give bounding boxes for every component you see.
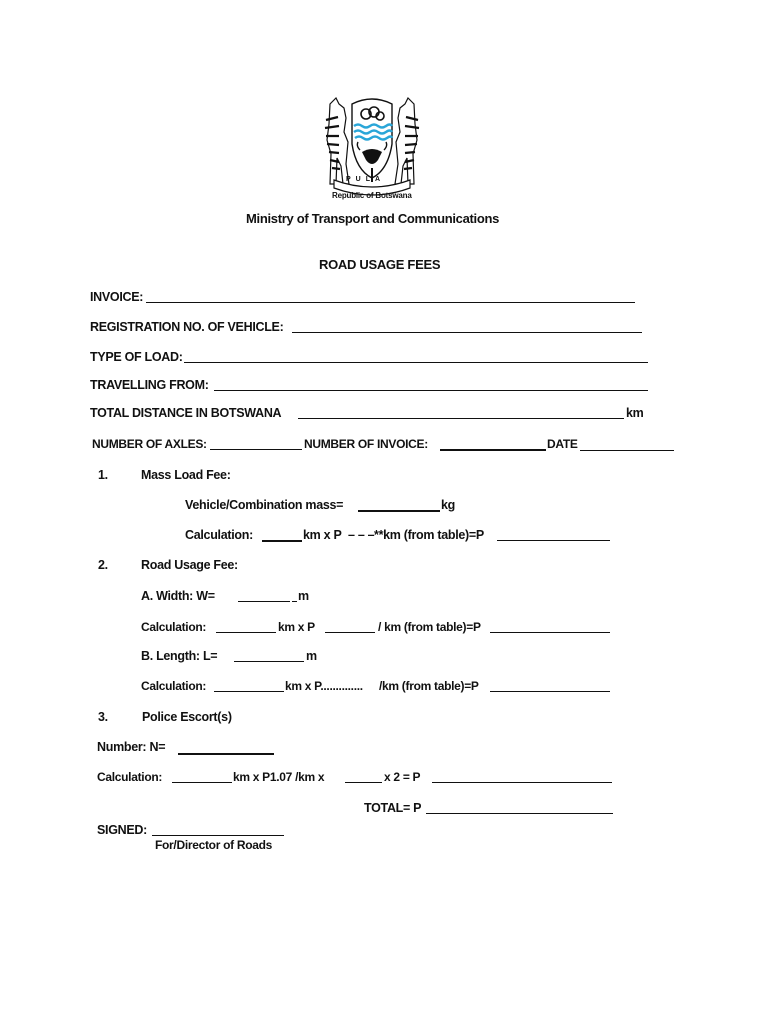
width-calc-km-field[interactable] — [216, 632, 276, 633]
escort-calc-tail: x 2 = P — [384, 770, 421, 784]
mass-calc-tail: **km (from table)=P — [374, 528, 484, 542]
type-of-load-label: TYPE OF LOAD: — [90, 350, 183, 364]
section-1-title: Mass Load Fee: — [141, 468, 231, 482]
section-3-number: 3. — [98, 710, 108, 724]
mass-calc-result-field[interactable] — [497, 540, 610, 541]
number-of-axles-label: NUMBER OF AXLES: — [92, 437, 207, 451]
invoice-field[interactable] — [146, 302, 635, 303]
date-field[interactable] — [580, 450, 674, 451]
travelling-from-label: TRAVELLING FROM: — [90, 378, 209, 392]
width-calc-result-field[interactable] — [490, 632, 610, 633]
escort-calc-km-field[interactable] — [172, 782, 232, 783]
emblem-caption: Republic of Botswana — [332, 191, 412, 200]
mass-label: Vehicle/Combination mass= — [185, 498, 344, 512]
form-title: ROAD USAGE FEES — [319, 257, 441, 272]
mass-calc-dashes: – – – — [348, 528, 375, 542]
escort-calc-result-field[interactable] — [432, 782, 612, 783]
mass-calc-label: Calculation: — [185, 528, 253, 542]
length-field[interactable] — [234, 661, 304, 662]
total-distance-label: TOTAL DISTANCE IN BOTSWANA — [90, 406, 282, 420]
number-of-invoice-label: NUMBER OF INVOICE: — [304, 437, 428, 451]
escort-number-label: Number: N= — [97, 740, 166, 754]
total-field[interactable] — [426, 813, 613, 814]
type-of-load-field[interactable] — [184, 362, 648, 363]
signature-field[interactable] — [152, 835, 284, 836]
width-unit: m — [298, 589, 309, 603]
length-calc-km-field[interactable] — [214, 691, 284, 692]
width-calc-mid: km x P — [278, 620, 315, 634]
mass-unit: kg — [441, 498, 455, 512]
signed-label: SIGNED: — [97, 823, 147, 837]
signatory-title: For/Director of Roads — [155, 838, 273, 852]
mass-calc-mid: km x P — [303, 528, 342, 542]
registration-field[interactable] — [292, 332, 642, 333]
ministry-heading: Ministry of Transport and Communications — [246, 211, 500, 226]
number-of-invoice-field[interactable] — [440, 449, 546, 451]
total-distance-unit: km — [626, 406, 644, 420]
escort-calc-mid: km x P1.07 /km x — [233, 770, 325, 784]
escort-calc-count-field[interactable] — [345, 782, 382, 783]
escort-number-field[interactable] — [178, 753, 274, 755]
length-label: B. Length: L= — [141, 649, 218, 663]
section-2-title: Road Usage Fee: — [141, 558, 238, 572]
invoice-label: INVOICE: — [90, 290, 144, 304]
number-of-axles-field[interactable] — [210, 449, 302, 450]
travelling-from-field[interactable] — [214, 390, 648, 391]
width-field[interactable] — [238, 601, 290, 602]
length-calc-label: Calculation: — [141, 679, 207, 693]
section-3-title: Police Escort(s) — [142, 710, 232, 724]
section-1-number: 1. — [98, 468, 108, 482]
date-label: DATE — [547, 437, 578, 451]
width-label: A. Width: W= — [141, 589, 215, 603]
width-calc-tail: / km (from table)=P — [378, 620, 481, 634]
total-label: TOTAL= P — [364, 801, 422, 815]
length-calc-tail: /km (from table)=P — [379, 679, 479, 693]
width-calc-rate-field[interactable] — [325, 632, 375, 633]
emblem-motto: PULA — [346, 176, 386, 183]
length-unit: m — [306, 649, 317, 663]
length-calc-mid: km x P.............. — [285, 679, 363, 693]
mass-calc-km-field[interactable] — [262, 540, 302, 542]
length-calc-result-field[interactable] — [490, 691, 610, 692]
escort-calc-label: Calculation: — [97, 770, 163, 784]
total-distance-field[interactable] — [298, 418, 624, 419]
section-2-number: 2. — [98, 558, 108, 572]
registration-label: REGISTRATION NO. OF VEHICLE: — [90, 320, 284, 334]
mass-field[interactable] — [358, 510, 440, 512]
width-field-tick — [292, 601, 297, 602]
width-calc-label: Calculation: — [141, 620, 207, 634]
